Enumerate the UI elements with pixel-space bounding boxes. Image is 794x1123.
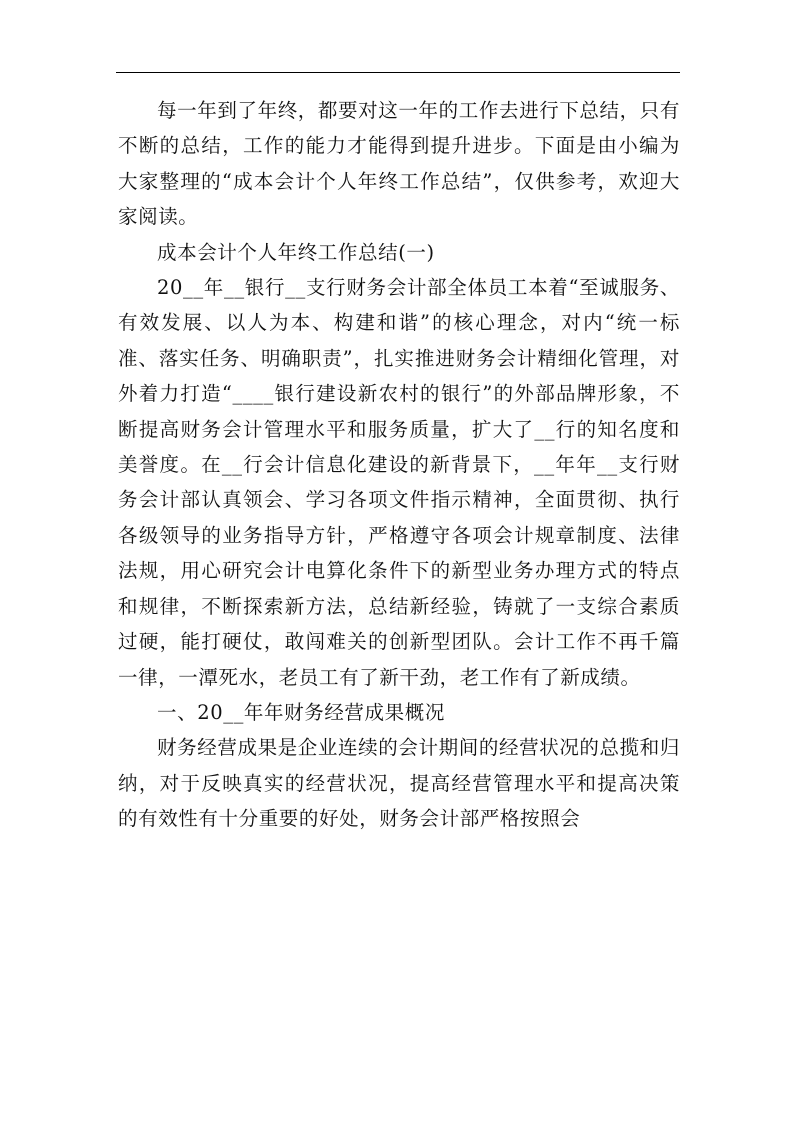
section-heading: 一、20__年年财务经营成果概况 xyxy=(157,700,445,724)
header-rule xyxy=(116,72,680,73)
section-title: 成本会计个人年终工作总结(一) xyxy=(157,240,435,264)
body-paragraph: 财务经营成果是企业连续的会计期间的经营状况的总揽和归纳，对于反映真实的经营状况，提高经营管理水平和提高决策的有效性有十分重要的好处，财务会计部严格按照会 xyxy=(118,736,680,831)
intro-paragraph: 每一年到了年终，都要对这一年的工作去进行下总结，只有不断的总结，工作的能力才能得到提升进步。下面是由小编为大家整理的“成本会计个人年终工作总结”，仅供参考，欢迎大家阅读。 xyxy=(118,99,680,229)
document-body xyxy=(118,93,680,837)
body-paragraph: 20__年__银行__支行财务会计部全体员工本着“至诚服务、有效发展、以人为本、构建和谐”的核心理念，对内“统一标准、落实任务、明确职责”，扎实推进财务会计精细化管理，对外着力打造“____银行建设新农村的银行”的外部品牌形象，不断提高财务会计管理水平和服务质量，扩大了__行的知名度和美誉度。在__行会计信息化建设的新背景下，__年年__支行财务会计部认真领会、学习各项文件指示精神，全面贯彻、执行各级领导的业务指导方针，严格遵守各项会计规章制度、法律法规，用心研究会计电算化条件下的新型业务办理方式的特点和规律，不断探索新方法，总结新经验，铸就了一支综合素质过硬，能打硬仗，敢闯难关的创新型团队。会计工作不再千篇一律，一潭死水，老员工有了新干劲，老工作有了新成绩。 xyxy=(118,276,680,689)
